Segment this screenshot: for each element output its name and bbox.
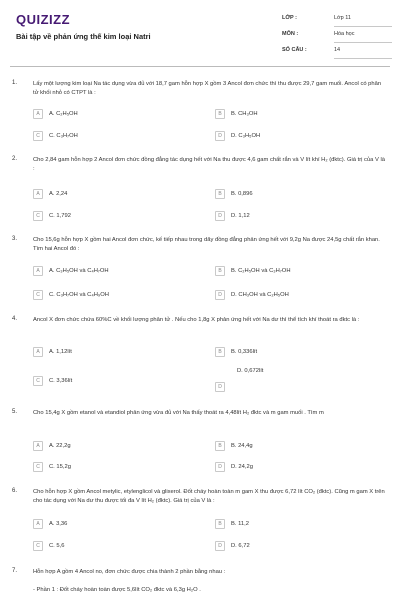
option-letter-box: D xyxy=(215,290,225,300)
question-text: Cho 2,84 gam hỗn hợp 2 Ancol đơn chức đồng đẳng tác dụng hết với Na thu được 4,6 gam chất rắn và V lít khí H₂ (đktc). Giá trị của V là : xyxy=(33,157,385,172)
option-letter-box: B xyxy=(215,347,225,357)
option-letter-box: A xyxy=(33,347,43,357)
question-text: Lấy một lượng kim loại Na tác dụng vừa đủ với 18,7 gam hỗn hợp X gồm 3 Ancol đơn chức thì thu được 29,7 gam muối. Ancol có phân tử khối nhỏ có CTPT là : xyxy=(33,81,382,96)
option-text: C. 3,36lít xyxy=(49,378,73,384)
option-a[interactable] xyxy=(33,440,71,452)
option-c[interactable] xyxy=(33,130,78,142)
option-c[interactable] xyxy=(33,289,109,301)
document-title: Bài tập về phản ứng thế kim loại Natri xyxy=(16,32,151,41)
option-d[interactable] xyxy=(215,540,250,552)
option-text: C. C₃H₇OH xyxy=(49,133,78,139)
option-text: D. 0,672lít xyxy=(237,368,264,374)
meta-value: Hóa học xyxy=(334,31,355,37)
option-c[interactable] xyxy=(33,540,64,552)
option-text: A. 2,24 xyxy=(49,191,68,197)
option-text: C. 1,792 xyxy=(49,213,71,219)
option-d[interactable] xyxy=(215,289,289,301)
option-letter-box: B xyxy=(215,266,225,276)
option-b[interactable] xyxy=(215,440,253,452)
option-letter-box: D xyxy=(215,382,225,392)
option-letter-box: D xyxy=(215,541,225,551)
meta-underline xyxy=(334,26,392,27)
question-number: 7. xyxy=(12,568,18,574)
option-a[interactable] xyxy=(33,518,67,530)
option-text: A. C₂H₅OH xyxy=(49,111,78,117)
option-text: A. 1,12lít xyxy=(49,349,72,355)
option-c[interactable] xyxy=(33,461,71,473)
option-letter-box: C xyxy=(33,131,43,141)
question-text: Cho 15,6g hỗn hợp X gồm hai Ancol đơn chức, kế tiếp nhau trong dãy đồng đẳng phản ứng hết với 9,2g Na được 24,5g chất rắn khan. Tìm hai Ancol đó : xyxy=(33,237,380,252)
header-divider xyxy=(10,66,390,67)
option-letter-box: A xyxy=(33,519,43,529)
option-letter-box: D xyxy=(215,462,225,472)
question-number: 2. xyxy=(12,156,18,162)
option-text: B. CH₃OH xyxy=(231,111,258,117)
meta-underline xyxy=(334,42,392,43)
option-letter-box: B xyxy=(215,441,225,451)
option-text: A. 22,2g xyxy=(49,443,71,449)
option-text: B. 0,336lít xyxy=(231,349,258,355)
option-text: D. C₃H₅OH xyxy=(231,133,261,139)
option-b[interactable] xyxy=(215,188,253,200)
option-text: D. 6,72 xyxy=(231,543,250,549)
question-number: 1. xyxy=(12,80,18,86)
option-letter-box: B xyxy=(215,519,225,529)
option-letter-box: A xyxy=(33,189,43,199)
question-number: 3. xyxy=(12,236,18,242)
question-text: Cho hỗn hợp X gồm Ancol metylic, etylenglicol và glixerol. Đốt cháy hoàn toàn m gam X thu được 6,72 lít CO₂ (đktc). Cũng m gam X trên cho tác dụng với Na dư thu được tối đa V lít H₂ (đktc). Giá trị của V là : xyxy=(33,489,385,504)
meta-value: 14 xyxy=(334,47,341,53)
meta-row-count xyxy=(282,45,392,61)
option-text: C. 5,6 xyxy=(49,543,65,549)
option-text: B. C₂H₅OH và C₃H₇OH xyxy=(231,268,291,274)
meta-underline xyxy=(334,58,392,59)
option-b[interactable] xyxy=(215,518,249,530)
quizizz-logo: QUIZIZZ xyxy=(16,12,71,27)
document-header xyxy=(0,0,400,68)
option-a[interactable] xyxy=(33,265,109,277)
option-text: A. C₃H₅OH và C₄H₇OH xyxy=(49,268,109,274)
option-letter-box: B xyxy=(215,189,225,199)
option-b[interactable] xyxy=(215,265,291,277)
question-number: 6. xyxy=(12,488,18,494)
meta-value: Lớp 11 xyxy=(334,15,351,21)
option-text: D. 1,12 xyxy=(231,213,250,219)
question-number: 4. xyxy=(12,316,18,322)
question-text: Hỗn hợp A gồm 4 Ancol no, đơn chức được chia thành 2 phần bằng nhau : xyxy=(33,569,226,575)
meta-row-class xyxy=(282,13,392,29)
meta-row-subject xyxy=(282,29,392,45)
option-letter-box: B xyxy=(215,109,225,119)
question-text: Ancol X đơn chức chứa 60%C về khối lượng phân tử . Nếu cho 1,8g X phản ứng hết với Na dư thì thể tích khí thoát ra đktc là : xyxy=(33,317,360,323)
meta-label: LỚP : xyxy=(282,15,297,21)
option-text: A. 3,36 xyxy=(49,521,68,527)
option-letter-box: C xyxy=(33,290,43,300)
option-letter-box: A xyxy=(33,266,43,276)
question-number: 5. xyxy=(12,409,18,415)
option-letter-box: C xyxy=(33,462,43,472)
option-d[interactable] xyxy=(215,130,260,142)
option-text: B. 11,2 xyxy=(231,521,249,527)
option-a[interactable] xyxy=(33,346,72,358)
option-text: D. 24,2g xyxy=(231,464,253,470)
option-d[interactable] xyxy=(215,461,253,473)
option-c[interactable] xyxy=(33,210,71,222)
option-letter-box: D xyxy=(215,131,225,141)
option-letter-box: C xyxy=(33,211,43,221)
meta-label: MÔN : xyxy=(282,31,299,37)
option-b[interactable] xyxy=(215,346,257,358)
option-c[interactable] xyxy=(33,375,72,387)
option-text: B. 24,4g xyxy=(231,443,253,449)
option-text: D. CH₃OH và C₂H₅OH xyxy=(231,292,289,298)
option-letter-box: A xyxy=(33,441,43,451)
option-b[interactable] xyxy=(215,108,258,120)
option-a[interactable] xyxy=(33,108,78,120)
option-text: C. C₃H₇OH và C₄H₉OH xyxy=(49,292,109,298)
question-text: Cho 15,4g X gồm etanol và etandiol phản ứng vừa đủ với Na thấy thoát ra 4,48lít H₂ đktc và m gam muối . Tìm m xyxy=(33,410,324,416)
question-subtext: - Phần 1 : Đốt cháy hoàn toàn được 5,6lít CO₂ đktc và 6,3g H₂O . xyxy=(33,587,201,593)
option-letter-box: A xyxy=(33,109,43,119)
option-text: C. 15,2g xyxy=(49,464,71,470)
meta-info xyxy=(282,13,392,61)
option-d[interactable] xyxy=(215,210,250,222)
option-letter-box: C xyxy=(33,376,43,386)
option-letter-box: C xyxy=(33,541,43,551)
option-text: B. 0,896 xyxy=(231,191,253,197)
option-d[interactable] xyxy=(215,368,264,392)
meta-label: SỐ CÂU : xyxy=(282,47,307,53)
option-letter-box: D xyxy=(215,211,225,221)
option-a[interactable] xyxy=(33,188,67,200)
